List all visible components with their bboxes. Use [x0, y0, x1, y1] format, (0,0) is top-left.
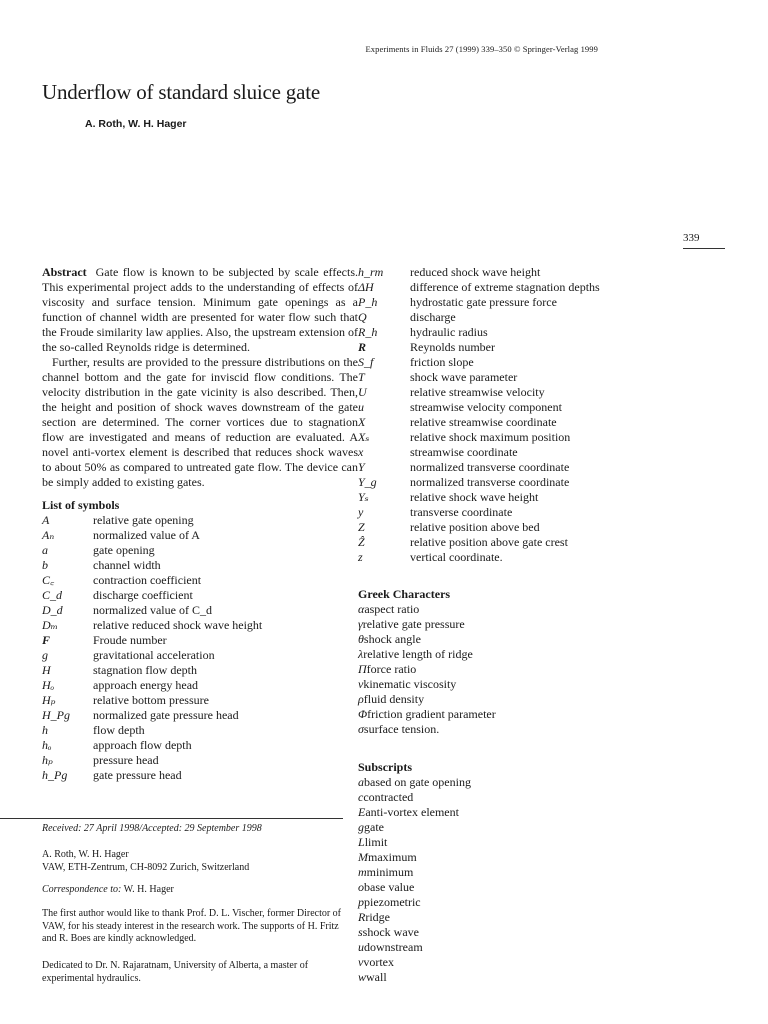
symbol-definition: relative position above bed — [410, 520, 540, 534]
symbol-definition: surface tension. — [363, 722, 440, 736]
symbol: w — [358, 970, 367, 984]
symbol-definition: shock wave parameter — [410, 370, 518, 384]
symbol: Ẑ — [358, 535, 365, 549]
symbol-entry — [358, 865, 728, 880]
received-dates — [42, 823, 342, 836]
symbol-definition: wall — [366, 970, 387, 984]
symbols-heading: List of symbols — [42, 498, 120, 512]
symbol: u — [358, 940, 364, 954]
symbol-entry — [358, 265, 728, 280]
symbol: c — [358, 790, 364, 804]
abstract-text-1: Gate flow is known to be subjected by scale effects. This experimental project adds to the understanding of effects of viscosity and surface tension. Minimum gate openings as a function of channel width are presented for water flow such that the Froude similarity law applies. Also, the upstream extension of the so-called Reynolds ridge is determined. — [42, 265, 358, 354]
symbol-definition: discharge — [410, 310, 456, 324]
symbols-list-left — [42, 513, 358, 783]
symbol-definition: Reynolds number — [410, 340, 495, 354]
symbol: α — [358, 602, 365, 616]
symbol: R_h — [358, 325, 378, 339]
symbol: y — [358, 505, 364, 519]
symbol: A — [42, 513, 50, 527]
symbol: g — [42, 648, 48, 662]
symbol-definition: piezometric — [364, 895, 421, 909]
symbol: s — [358, 925, 363, 939]
symbol: Yₛ — [358, 490, 369, 504]
symbol: v — [358, 955, 364, 969]
symbol-definition: Froude number — [93, 633, 167, 647]
symbol: Dₘ — [42, 618, 59, 632]
symbol-entry — [42, 723, 358, 738]
list-of-symbols — [42, 498, 358, 783]
symbol-definition: normalized transverse coordinate — [410, 460, 570, 474]
symbol-definition: aspect ratio — [364, 602, 420, 616]
acknowledgment — [42, 908, 342, 946]
symbol-entry — [358, 370, 728, 385]
symbol-definition: maximum — [368, 850, 417, 864]
symbol: P_h — [358, 295, 378, 309]
journal-citation: Experiments in Fluids 27 (1999) 339–350 © Springer-Verlag 1999 — [365, 44, 598, 54]
symbol-definition: hydraulic radius — [410, 325, 488, 339]
symbol: z — [358, 550, 363, 564]
symbol-definition: downstream — [364, 940, 423, 954]
abstract — [42, 265, 358, 490]
symbol-definition: relative streamwise velocity — [410, 385, 545, 399]
symbol-definition: kinematic viscosity — [363, 677, 457, 691]
symbol-entry — [42, 528, 358, 543]
symbol: L — [358, 835, 365, 849]
symbol-entry — [42, 588, 358, 603]
symbol-entry — [42, 738, 358, 753]
symbol-definition: normalized gate pressure head — [93, 708, 239, 722]
symbol-entry — [358, 535, 728, 550]
symbol: h — [42, 723, 48, 737]
symbol: o — [358, 880, 364, 894]
greek-heading: Greek Characters — [358, 587, 451, 601]
symbol-entry — [358, 295, 728, 310]
symbol-definition: approach energy head — [93, 678, 199, 692]
symbol-definition: relative bottom pressure — [93, 693, 209, 707]
symbol-entry — [42, 663, 358, 678]
symbol-definition: relative shock maximum position — [410, 430, 571, 444]
symbol: x — [358, 445, 364, 459]
symbol-definition: gate — [364, 820, 384, 834]
symbol-definition: relative gate opening — [93, 513, 194, 527]
symbol-definition: channel width — [93, 558, 161, 572]
symbol-entry — [358, 835, 728, 850]
affiliation-names: A. Roth, W. H. Hager — [42, 849, 129, 860]
symbol-definition: reduced shock wave height — [410, 265, 541, 279]
symbol: u — [358, 400, 364, 414]
symbol: S_f — [358, 355, 374, 369]
symbol-entry — [358, 775, 728, 790]
symbol-entry — [358, 340, 728, 355]
affiliation — [42, 849, 342, 874]
symbol: C꜀ — [42, 573, 55, 587]
symbol-entry — [358, 520, 728, 535]
symbol-entry — [358, 460, 728, 475]
symbol-entry — [358, 505, 728, 520]
symbol-entry — [358, 632, 728, 647]
subscripts-heading: Subscripts — [358, 760, 413, 774]
acknowledgment-text: The first author would like to thank Prof. D. L. Vischer, former Director of VAW, for his steady interest in the research work. The supports of H. Fritz and R. Boes are kindly acknowledged. — [42, 908, 342, 944]
symbol-definition: vertical coordinate. — [410, 550, 503, 564]
symbol: Aₙ — [42, 528, 55, 542]
symbol: T — [358, 370, 365, 384]
symbol: Hₚ — [42, 693, 56, 707]
symbol: X — [358, 415, 366, 429]
symbol-entry — [358, 707, 728, 722]
symbol-definition: friction gradient parameter — [367, 707, 496, 721]
symbol-definition: relative position above gate crest — [410, 535, 568, 549]
symbol-entry — [42, 753, 358, 768]
correspondence — [42, 884, 342, 897]
symbol-definition: vortex — [363, 955, 394, 969]
symbol-definition: normalized value of C_d — [93, 603, 212, 617]
symbol: R — [358, 340, 367, 354]
symbol: θ — [358, 632, 364, 646]
affiliation-address: VAW, ETH-Zentrum, CH-8092 Zurich, Switzerland — [42, 861, 250, 873]
symbol: Q — [358, 310, 367, 324]
symbol-entry — [42, 618, 358, 633]
symbol-entry — [358, 325, 728, 340]
symbol: Hₒ — [42, 678, 55, 692]
symbol-entry — [42, 558, 358, 573]
symbol-definition: shock wave — [362, 925, 419, 939]
symbol: ρ — [358, 692, 364, 706]
symbol-entry — [358, 602, 728, 617]
symbol-entry — [42, 513, 358, 528]
symbol: U — [358, 385, 367, 399]
symbol-entry — [358, 490, 728, 505]
symbol: a — [42, 543, 48, 557]
symbol-definition: flow depth — [93, 723, 145, 737]
symbol: Z — [358, 520, 365, 534]
symbol-definition: pressure head — [93, 753, 159, 767]
symbol-entry — [42, 678, 358, 693]
symbol-entry — [42, 693, 358, 708]
symbol-entry — [358, 722, 728, 737]
symbol: σ — [358, 722, 364, 736]
symbol-definition: minimum — [366, 865, 414, 879]
symbol: m — [358, 865, 367, 879]
symbol-definition: relative shock wave height — [410, 490, 539, 504]
symbol-entry — [42, 633, 358, 648]
symbol: H_Pg — [42, 708, 70, 722]
symbol-definition: shock angle — [363, 632, 421, 646]
left-column — [42, 265, 358, 783]
symbol: γ — [358, 617, 363, 631]
symbol-entry — [358, 925, 728, 940]
subscripts — [358, 760, 728, 985]
symbol-definition: stagnation flow depth — [93, 663, 197, 677]
abstract-paragraph-2: Further, results are provided to the pressure distributions on the channel bottom and the gate for inviscid flow conditions. The velocity distribution in the gate vicinity is also described. Then, the height and position of shock waves downstream of the gate section are determined. The corner vortices due to stagnation flow are investigated and means of reduction are evaluated. A novel anti-vortex element is described that reduces shock waves to about 50% as compared to untreated gate flow. The device can be simply added to existing gates. — [42, 355, 358, 489]
symbol: h_rm — [358, 265, 384, 279]
symbol: H — [42, 663, 51, 677]
footnote-divider — [0, 818, 343, 819]
right-column-symbols — [358, 265, 728, 565]
symbol: g — [358, 820, 364, 834]
greek-list — [358, 602, 728, 737]
greek-characters — [358, 587, 728, 737]
symbol-entry — [358, 430, 728, 445]
correspondence-name: W. H. Hager — [121, 884, 174, 895]
symbol: R — [358, 910, 366, 924]
symbol-definition: transverse coordinate — [410, 505, 513, 519]
symbol: ΔH — [358, 280, 374, 294]
page-number: 339 — [683, 232, 700, 244]
symbol: hₒ — [42, 738, 52, 752]
symbol-entry — [358, 445, 728, 460]
symbol-definition: gravitational acceleration — [93, 648, 215, 662]
symbol-entry — [358, 355, 728, 370]
symbol-entry — [358, 805, 728, 820]
symbol-entry — [42, 708, 358, 723]
symbol: λ — [358, 647, 364, 661]
symbol: b — [42, 558, 48, 572]
symbol-definition: based on gate opening — [364, 775, 471, 789]
symbol-entry — [358, 662, 728, 677]
symbol: F — [42, 633, 51, 647]
symbol-definition: force ratio — [366, 662, 417, 676]
author-list: A. Roth, W. H. Hager — [85, 118, 187, 130]
symbol: hₚ — [42, 753, 53, 767]
symbol-entry — [358, 955, 728, 970]
symbol: p — [358, 895, 364, 909]
dedication-text: Dedicated to Dr. N. Rajaratnam, University of Alberta, a master of experimental hydraulics. — [42, 960, 309, 984]
article-title: Underflow of standard sluice gate — [42, 80, 320, 104]
symbol: C_d — [42, 588, 63, 602]
symbol-entry — [358, 280, 728, 295]
symbol-entry — [358, 677, 728, 692]
symbol: ν — [358, 677, 364, 691]
received-text: Received: 27 April 1998/Accepted: 29 September 1998 — [42, 823, 262, 834]
symbol-entry — [358, 647, 728, 662]
symbol-definition: contracted — [363, 790, 414, 804]
symbol-definition: normalized value of A — [93, 528, 200, 542]
symbol-entry — [358, 820, 728, 835]
symbol: Π — [358, 662, 367, 676]
symbol-entry — [358, 880, 728, 895]
symbol: Xₛ — [358, 430, 370, 444]
symbol: Y_g — [358, 475, 377, 489]
symbol-definition: discharge coefficient — [93, 588, 193, 602]
abstract-paragraph-1 — [42, 265, 358, 355]
symbol-entry — [358, 692, 728, 707]
subscripts-list — [358, 775, 728, 985]
symbol-definition: friction slope — [410, 355, 474, 369]
symbol-entry — [358, 475, 728, 490]
symbols-list-right — [358, 265, 728, 565]
symbol-definition: relative length of ridge — [363, 647, 473, 661]
symbol: M — [358, 850, 368, 864]
symbol-definition: hydrostatic gate pressure force — [410, 295, 557, 309]
dedication — [42, 960, 342, 985]
symbol-definition: gate pressure head — [93, 768, 182, 782]
symbol-entry — [358, 415, 728, 430]
symbol: a — [358, 775, 364, 789]
symbol-definition: approach flow depth — [93, 738, 192, 752]
symbol-entry — [42, 768, 358, 783]
abstract-label: Abstract — [42, 265, 87, 279]
correspondence-line — [42, 884, 342, 897]
symbol-definition: ridge — [365, 910, 390, 924]
symbol-entry — [42, 543, 358, 558]
symbol-entry — [358, 910, 728, 925]
symbol-entry — [358, 970, 728, 985]
symbol-entry — [42, 603, 358, 618]
symbol-entry — [358, 895, 728, 910]
symbol-entry — [42, 573, 358, 588]
symbol-definition: relative reduced shock wave height — [93, 618, 263, 632]
symbol-definition: contraction coefficient — [93, 573, 202, 587]
symbol-definition: difference of extreme stagnation depths — [410, 280, 600, 294]
symbol-definition: relative gate pressure — [362, 617, 465, 631]
symbol-entry — [42, 648, 358, 663]
symbol: D_d — [42, 603, 63, 617]
page-number-rule — [683, 248, 725, 249]
symbol-definition: streamwise velocity component — [410, 400, 562, 414]
symbol-entry — [358, 790, 728, 805]
symbol-entry — [358, 617, 728, 632]
correspondence-label: Correspondence to: — [42, 884, 122, 895]
symbol: h_Pg — [42, 768, 68, 782]
symbol-definition: anti-vortex element — [365, 805, 459, 819]
symbol-entry — [358, 310, 728, 325]
symbol-entry — [358, 550, 728, 565]
symbol-entry — [358, 385, 728, 400]
symbol-definition: streamwise coordinate — [410, 445, 518, 459]
symbol-entry — [358, 940, 728, 955]
symbol-definition: normalized transverse coordinate — [410, 475, 570, 489]
symbol-definition: relative streamwise coordinate — [410, 415, 557, 429]
symbol-definition: base value — [364, 880, 415, 894]
symbol-definition: limit — [364, 835, 388, 849]
symbol-entry — [358, 400, 728, 415]
symbol-entry — [358, 850, 728, 865]
symbol: Y — [358, 460, 365, 474]
symbol-definition: gate opening — [93, 543, 155, 557]
symbol: E — [358, 805, 366, 819]
symbol-definition: fluid density — [363, 692, 425, 706]
symbol: Φ — [358, 707, 368, 721]
